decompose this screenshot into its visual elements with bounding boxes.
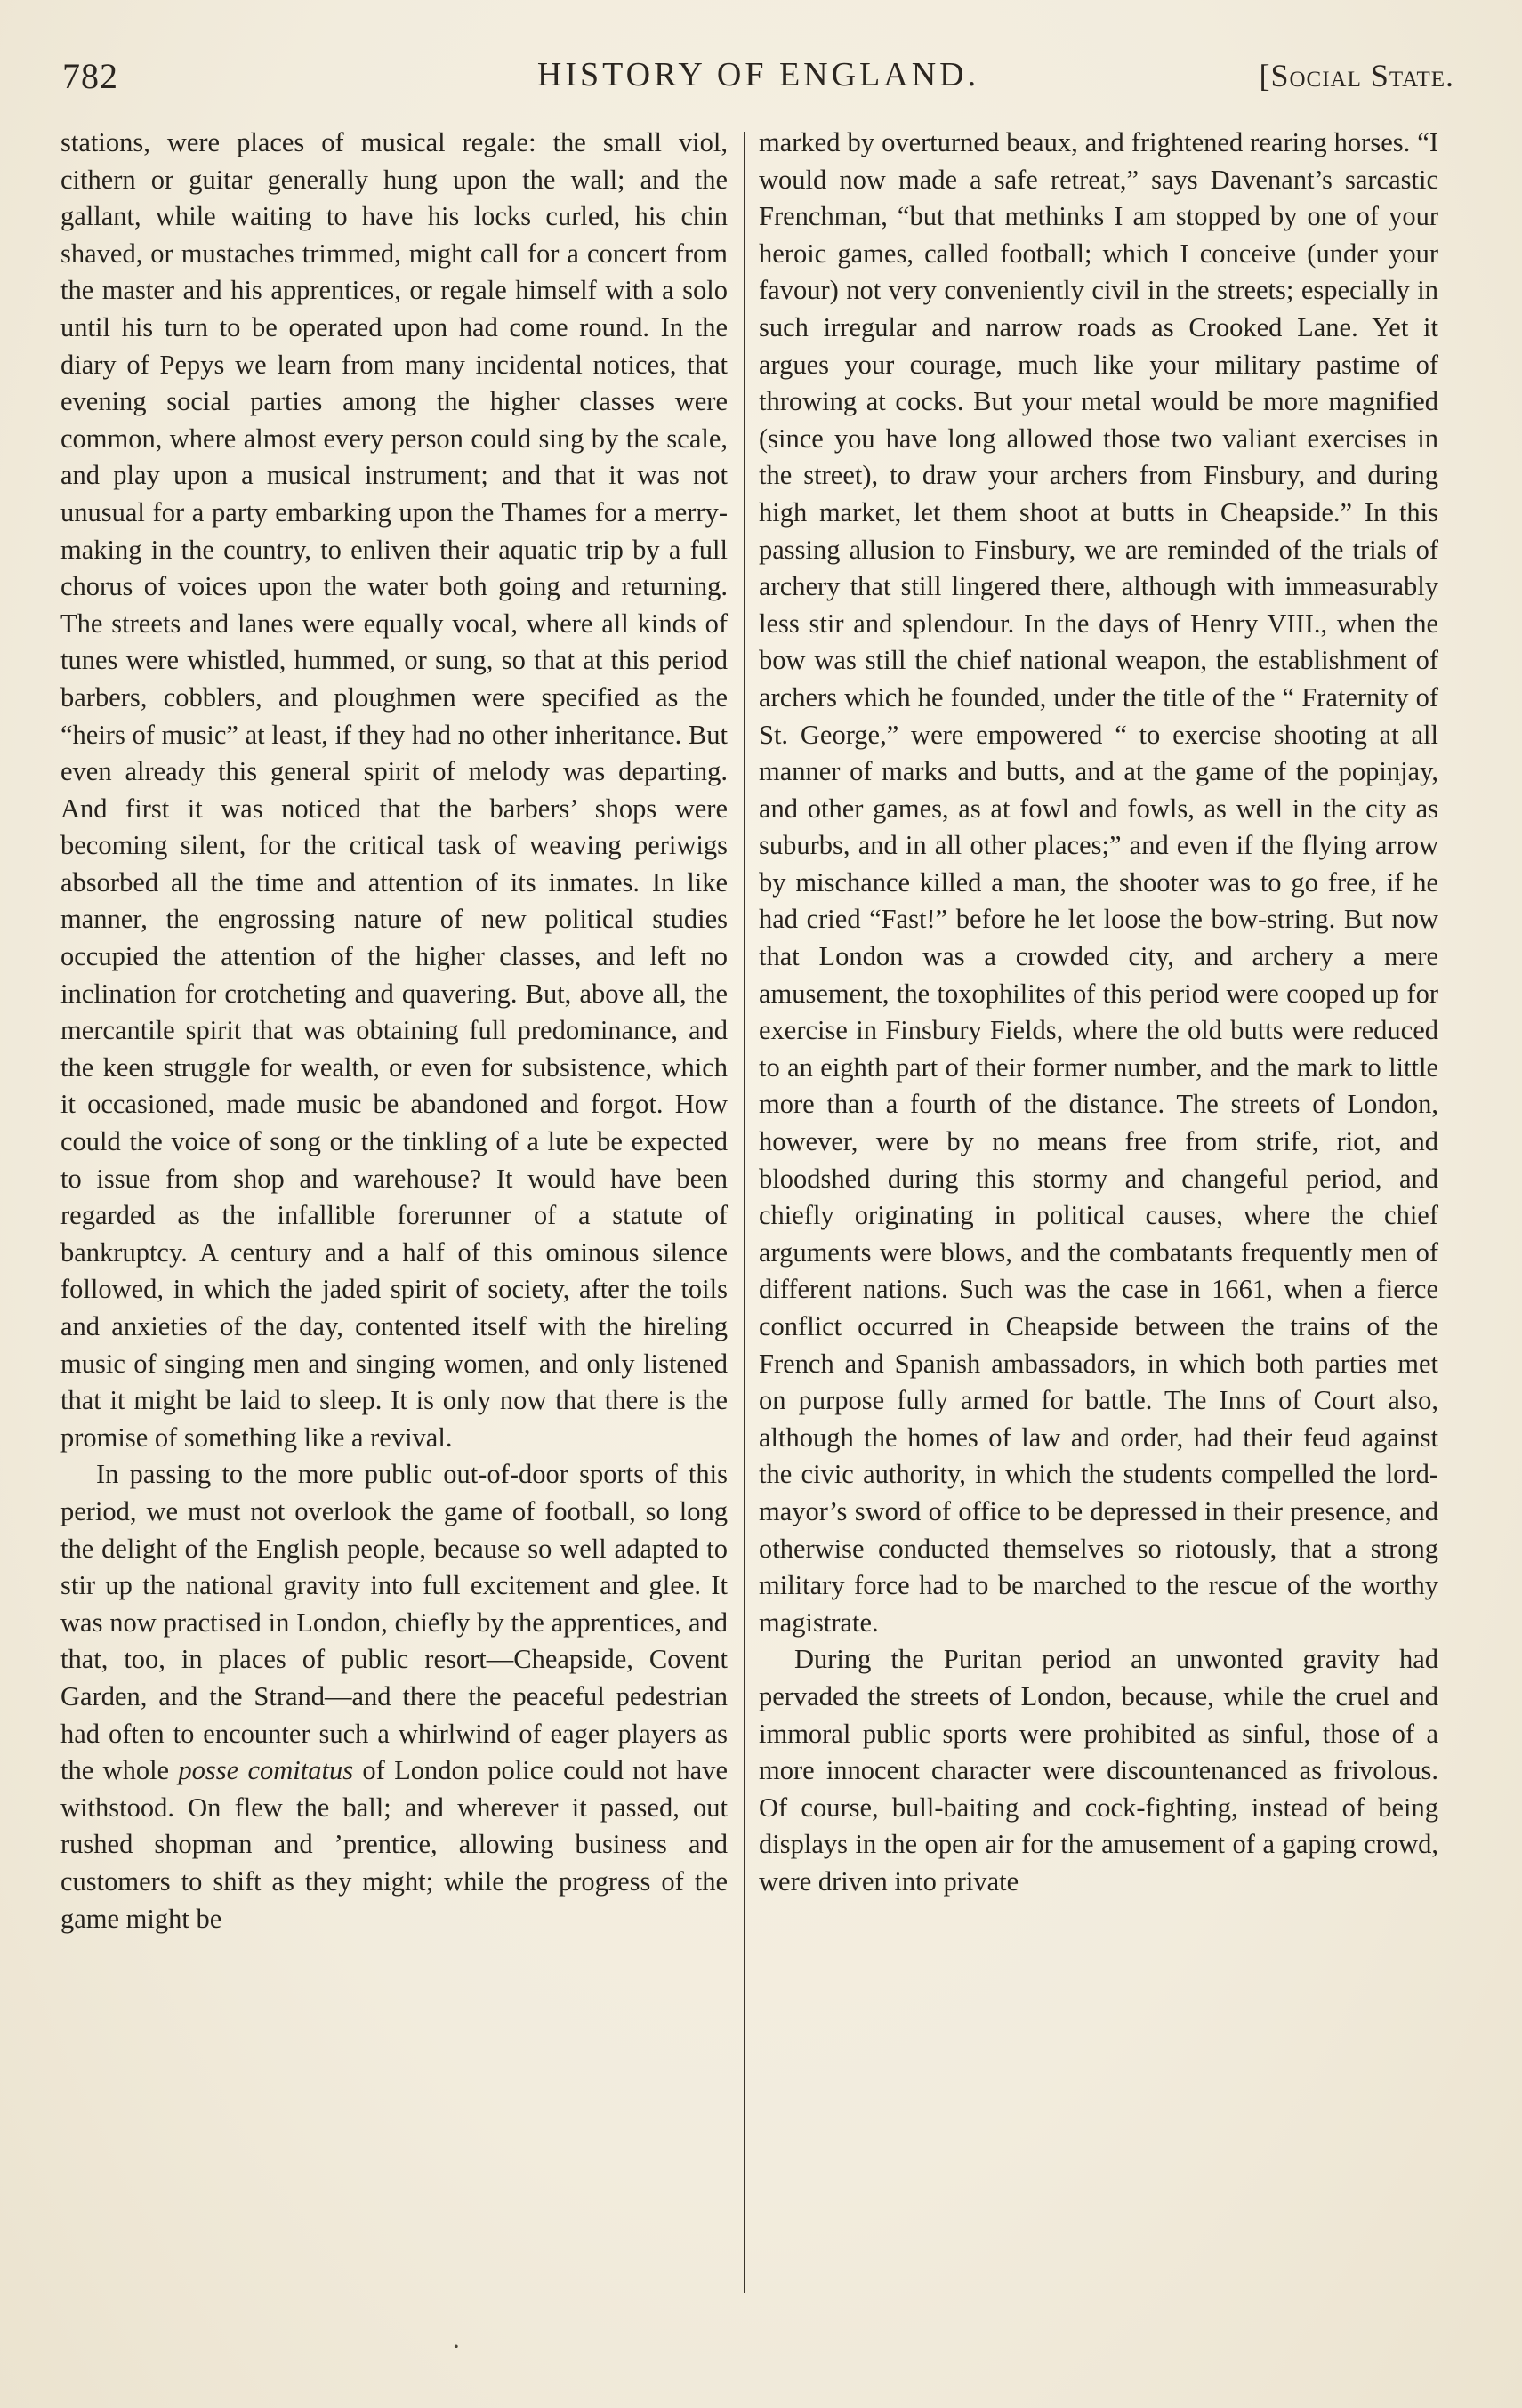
left-paragraph-1: stations, were places of musical regale: the small viol, cithern or guitar generally hung upon the wall; and the gallant, while waiting to have his locks curled, his chin shaved, or mustaches trimmed, might call for a concert from the master and his apprentices, or regale himself with a solo until his turn to be operated upon had come round. In the diary of Pepys we learn from many incidental notices, that evening social parties among the higher classes were common, where almost every person could sing by the scale, and play upon a musical instrument; and that it was not unusual for a party embarking upon the Thames for a merry-making in the country, to enliven their aquatic trip by a full chorus of voices upon the water both going and returning. The streets and lanes were equally vocal, where all kinds of tunes were whistled, hummed, or sung, so that at this period barbers, cobblers, and ploughmen were specified as the “heirs of music” at least, if they had no other inheritance. But even already this general spirit of melody was departing. And first it was noticed that the barbers’ shops were becoming silent, for the critical task of weaving periwigs absorbed all the time and attention of its inmates. In like manner, the engrossing nature of new political studies occupied the attention of the higher classes, and left no inclination for crotcheting and quavering. But, above all, the mercantile spirit that was obtaining full predominance, and the keen struggle for wealth, or even for subsistence, which it occasioned, made music be abandoned and forgot. How could the voice of song or the tinkling of a lute be expected to issue from shop and warehouse? It would have been regarded as the infallible forerunner of a statute of bankruptcy. A century and a half of this ominous silence followed, in which the jaded spirit of society, after the toils and anxieties of the day, contented itself with the hireling music of singing men and singing women, and only listened that it might be laid to sleep. It is only now that there is the promise of something like a revival. bbox=[60, 127, 728, 1453]
right-paragraph-2: During the Puritan period an unwonted gravity had pervaded the streets of London, because, while the cruel and immoral public sports were prohibited as sinful, those of a more innocent character were discountenanced as frivolous. Of course, bull-baiting and cock-fighting, instead of being displays in the open air for the amusement of a gaping crowd, were driven into private bbox=[759, 1644, 1438, 1897]
column-divider bbox=[744, 132, 745, 2293]
book-title: HISTORY OF ENGLAND. bbox=[536, 56, 980, 93]
italic-phrase: posse comitatus bbox=[178, 1755, 354, 1786]
left-paragraph-2 bbox=[60, 1456, 728, 1937]
right-column bbox=[759, 125, 1438, 1901]
left-paragraph-2-text-b: of London police could not have withstood. On flew the ball; and wherever it passed, out rushed shopman and ’prentice, allowing business and customers to shift as they might; while the progress of the game might be bbox=[60, 1755, 728, 1934]
right-paragraph-1: marked by overturned beaux, and frightened rearing horses. “I would now made a safe retreat,” says Davenant’s sarcastic Frenchman, “but that methinks I am stopped by one of your heroic games, called football; which I conceive (under your favour) not very conveniently civil in the streets; especially in such irregular and narrow roads as Crooked Lane. Yet it argues your courage, much like your military pastime of throwing at cocks. But your metal would be more magnified (since you have long allowed those two valiant exercises in the street), to draw your archers from Finsbury, and during high market, let them shoot at butts in Cheapside.” In this passing allusion to Finsbury, we are reminded of the trials of archery that still lingered there, although with immeasurably less stir and splendour. In the days of Henry VIII., when the bow was still the chief national weapon, the establishment of archers which he founded, under the title of the “ Fraternity of St. George,” were empowered “ to exercise shooting at all manner of marks and butts, and at the game of the popinjay, and other games, as at fowl and fowls, as well in the city as suburbs, and in all other places;” and even if the flying arrow by mischance killed a man, the shooter was to go free, if he had cried “Fast!” before he let loose the bow-string. But now that London was a crowded city, and archery a mere amusement, the toxophilites of this period were cooped up for exercise in Finsbury Fields, where the old butts were reduced to an eighth part of their former number, and the mark to little more than a fourth of the distance. The streets of London, however, were by no means free from strife, riot, and bloodshed during this stormy and changeful period, and chiefly originating in political causes, where the chief arguments were blows, and the combatants frequently men of different nations. Such was the case in 1661, when a fierce conflict occurred in Cheapside between the trains of the French and Spanish ambassadors, in which both parties met on purpose fully armed for battle. The Inns of Court also, although the homes of law and order, had their feud against the civic authority, in which the students compelled the lord-mayor’s sword of office to be depressed in their presence, and otherwise conducted themselves so riotously, that a strong military force had to be marched to the rescue of the worthy magistrate. bbox=[759, 127, 1438, 1638]
running-header bbox=[62, 55, 1454, 100]
footer-mark: • bbox=[454, 2340, 459, 2355]
section-title: [Social State. bbox=[1259, 58, 1454, 93]
page-number: 782 bbox=[62, 56, 118, 96]
left-column bbox=[60, 125, 728, 1937]
left-paragraph-2-text-a: In passing to the more public out-of-door sports of this period, we must not overlook the game of football, so long the delight of the English people, because so well adapted to stir up the national gravity into full excitement and glee. It was now practised in London, chiefly by the apprentices, and that, too, in places of public resort—Cheapside, Covent Garden, and the Strand—and there the peaceful pedestrian had often to encounter such a whirlwind of eager players as the whole bbox=[60, 1459, 728, 1786]
